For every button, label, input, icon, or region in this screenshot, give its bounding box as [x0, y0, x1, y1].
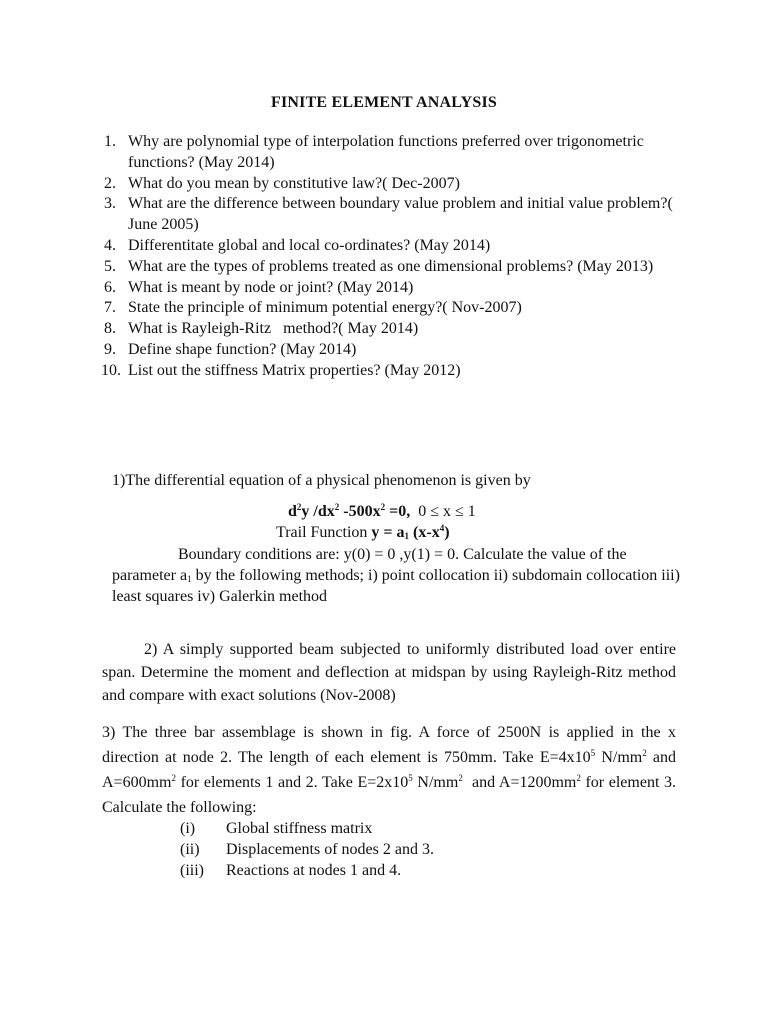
trial-label: Trail Function [276, 524, 372, 541]
list-item-text: What is Rayleigh-Ritz method?( May 2014) [128, 320, 419, 338]
list-item-number: 1. [104, 133, 116, 150]
trial-rest: (x-x [409, 524, 440, 541]
trial-sup: 4 [439, 523, 445, 533]
trial-fx-text: y = a [371, 524, 405, 541]
p3-text: N/mm [595, 749, 643, 766]
p3-text: for elements 1 and 2. Take E=2x10 [175, 774, 409, 791]
list-item [180, 839, 434, 860]
list-item [104, 278, 704, 299]
bc-text-a: Boundary conditions are: y(0) = 0 ,y(1) = 0. Calculate the value of the parameter a [112, 546, 627, 584]
bc-sub: 1 [187, 574, 192, 584]
list-item-number: (i) [180, 820, 196, 837]
list-item-text: Differentitate global and local co-ordinates? (May 2014) [128, 236, 491, 254]
eq-mid: -500x [339, 503, 381, 520]
list-item-number: 2. [104, 174, 116, 192]
problem-3 [102, 720, 676, 820]
list-item-number: (ii) [180, 841, 200, 858]
differential-equation [288, 503, 476, 521]
list-item-text: What do you mean by constitutive law?( Dec-2007) [128, 174, 460, 192]
list-item-text: Why are polynomial type of interpolation functions preferred over trigonometric functions? (May 2014) [128, 133, 644, 171]
list-item [104, 340, 704, 361]
boundary-conditions [112, 544, 682, 607]
list-item-text: What is meant by node or joint? (May 2014) [128, 278, 414, 296]
list-item-number: 9. [104, 340, 116, 358]
list-item [104, 132, 704, 174]
list-item-text: Global stiffness matrix [226, 820, 373, 837]
list-item [104, 174, 704, 195]
list-item-text: What are the difference between boundary value problem and initial value problem?( June 2005) [128, 195, 673, 234]
list-item-text: Reactions at nodes 1 and 4. [226, 862, 402, 879]
question-list [101, 132, 704, 382]
list-item [104, 236, 704, 257]
list-item [180, 818, 434, 839]
trial-fx [371, 524, 449, 541]
bc-text-b: by the following methods; i) point collocation ii) subdomain collocation iii) least squares iv) Galerkin method [112, 567, 680, 605]
eq-d: d [288, 503, 297, 520]
problem-1-intro: 1)The differential equation of a physical phenomenon is given by [112, 472, 531, 489]
list-item [104, 257, 704, 278]
page-title: FINITE ELEMENT ANALYSIS [270, 94, 497, 111]
p3-text: 3) The three bar assemblage is shown in fig. A force of 2500N is applied in the x direction at node 2. The length of each element is 750mm. Take E=4x10 [102, 724, 676, 766]
list-item [180, 860, 434, 881]
eq-sup: 2 [334, 502, 340, 512]
list-item-number: 5. [104, 257, 116, 275]
list-item-number: (iii) [180, 862, 204, 879]
p3-sup: 2 [642, 748, 647, 758]
list-item-text: Displacements of nodes 2 and 3. [226, 841, 434, 858]
problem-2 [102, 638, 676, 707]
p3-text: and A=600mm [102, 749, 677, 791]
p3-text: and A=1200mm [462, 774, 577, 791]
list-item-number: 7. [104, 299, 116, 317]
list-item-number: 6. [104, 278, 116, 296]
list-item-text: Define shape function? (May 2014) [128, 340, 357, 358]
list-item [104, 298, 704, 319]
list-item-number: 3. [104, 195, 116, 213]
list-item-number: 10. [101, 361, 121, 379]
list-item-text: State the principle of minimum potential energy?( Nov-2007) [128, 299, 522, 317]
eq-end: =0, [385, 503, 411, 520]
p3-sup: 2 [458, 773, 463, 783]
problem-2-text: 2) A simply supported beam subjected to uniformly distributed load over entire span. Determine the moment and deflection at midspan by using Rayleigh-Ritz method and compare with exact solutions (Nov-2008) [102, 641, 676, 704]
p3-text: for element 3. Calculate the following: [102, 774, 677, 816]
eq-range: 0 ≤ x ≤ 1 [418, 503, 476, 520]
list-item [101, 361, 704, 382]
list-item-text: List out the stiffness Matrix properties? (May 2012) [128, 361, 461, 379]
list-item [104, 319, 704, 340]
trial-close: ) [444, 524, 450, 541]
problem-3-items [180, 818, 434, 881]
eq-y: y /dx [301, 503, 335, 520]
p3-text: N/mm [412, 774, 459, 791]
trial-sub: 1 [404, 531, 410, 541]
p3-sup: 2 [171, 773, 176, 783]
list-item-number: 4. [104, 236, 116, 254]
eq-sup: 2 [380, 502, 386, 512]
trial-function [276, 524, 450, 542]
eq-sup: 2 [296, 502, 302, 512]
list-item-number: 8. [104, 320, 116, 338]
list-item [104, 194, 704, 236]
p3-sup: 5 [590, 748, 596, 758]
list-item-text: What are the types of problems treated as one dimensional problems? (May 2013) [128, 257, 654, 275]
p3-sup: 2 [576, 773, 581, 783]
p3-sup: 5 [408, 773, 413, 783]
